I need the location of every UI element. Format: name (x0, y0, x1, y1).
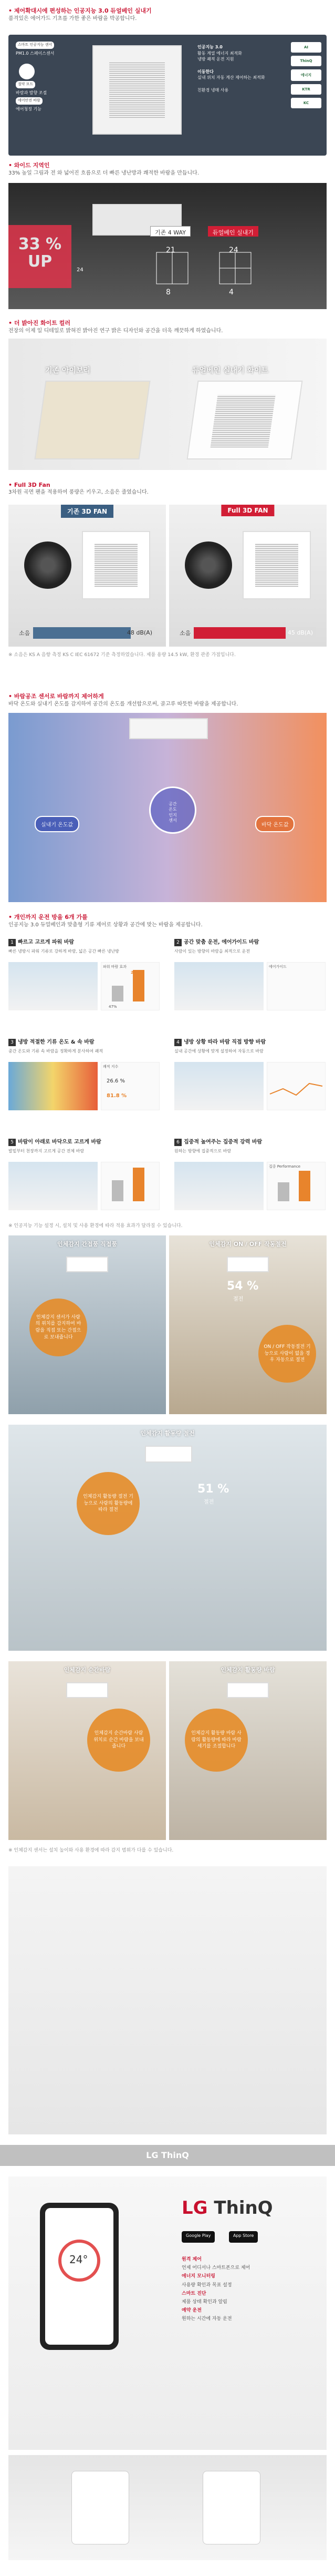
section-desc: 전장의 이제 일 디테일로 밝혀진 밝아진 연구 밝은 디자인와 공간을 더욱 깨끗하게 하였습니다. (8, 328, 223, 334)
feature-line: 인공지능 3.0 (197, 45, 223, 49)
thinq-badge-icon: ThinQ (291, 56, 321, 66)
floor-temp-sensor: 바닥 온도값 (255, 816, 295, 832)
mode-desc: 중간 온도와 기류 속 바람을 정확하게 분사하여 쾌적 (8, 1049, 103, 1054)
mode-title: 냉방 상황 따라 바람 직접 방향 바람 (184, 1039, 266, 1045)
indoor-temp-sensor: 실내기 온도값 (35, 816, 79, 832)
photo-title: 인체감지 활동량 절전 (140, 1430, 195, 1437)
room-image (8, 713, 327, 902)
thinq-logo (182, 2197, 273, 2219)
mode-title: 냉방 적절한 기류 온도 & 속 바람 (18, 1039, 95, 1045)
feature-bubble: 인체감지 순간바람 사람 위치로 순간 바람을 보내줍니다 (87, 1709, 150, 1772)
cassette-unit-image (66, 1682, 108, 1698)
wind-value: 24 (77, 267, 83, 273)
mode-number: 3 (8, 1039, 16, 1046)
mode-number: 1 (8, 939, 16, 946)
cassette-unit-image (66, 1256, 108, 1272)
airflow-diagram (155, 251, 260, 288)
noise-label: 소음 (180, 630, 191, 637)
section-title: • 개인까지 운전 방을 6개 가를 (8, 914, 88, 921)
section-desc: 33% 높일 그림과 전 와 넓어진 흐름으로 더 빠른 냉난방과 쾌적한 바람을 만듭니다. (8, 170, 200, 176)
section-desc: 품격있은 에어가드 기초를 가한 좋은 바람을 박공합니다. (8, 16, 137, 22)
feature-line: 냉방 쾌적 운전 지원 (197, 57, 234, 62)
section-desc: 바닥 온도와 실내기 온도를 감지하여 공간의 온도를 개선합으로써, 골고루 따뜻한 바람을 제공합니다. (8, 701, 238, 707)
mode-image (8, 1162, 98, 1210)
mode-card-1 (8, 936, 161, 1015)
mode-chart (101, 1062, 160, 1110)
ivory-unit-image (34, 381, 150, 459)
photo-title: 인체감지 순간바람 (64, 1667, 111, 1673)
feature-chip: 스마트 인공지능 센서 (16, 42, 54, 49)
mode-image (174, 1162, 264, 1210)
sensor-center-icon (149, 786, 196, 834)
section-desc: 3차원 곡면 팬을 적용하여 풍량은 키우고, 소음은 줄였습니다. (8, 489, 149, 495)
photo-panel-3 (8, 1425, 327, 1651)
wind-value: 21 (166, 246, 175, 254)
feature-chip: 절약 모드 (16, 81, 35, 88)
phone-screen (45, 2208, 113, 2345)
up-label: UP (27, 252, 53, 271)
mode-image (174, 1062, 264, 1110)
section-human-sensing (0, 1235, 335, 2145)
bar-legacy (278, 1182, 289, 1201)
feature-heading: 에너지 모니터링 (182, 2274, 215, 2279)
chart-value: 2.5배 (131, 970, 141, 975)
logo-thinq: ThinQ (214, 2197, 273, 2219)
feature-line: 친환경 냉매 사용 (197, 87, 229, 93)
center-word: 온도 (169, 807, 177, 812)
mode-chart (101, 962, 160, 1010)
mode-image (174, 962, 264, 1010)
color-compare-image (8, 339, 327, 470)
noise-fill (194, 627, 286, 639)
photo-panel-2 (169, 1235, 327, 1414)
mode-card-3 (8, 1036, 161, 1115)
mode-image (8, 1062, 98, 1110)
footnote: ※ 소음은 KS A 음향 측정 KS C IEC 61672 기준 측정하였습니다. 제품 용량 14.5 kW, 환경 관종 가점입니다. (8, 652, 236, 658)
section-thinq (0, 2145, 335, 2576)
footnote: ※ 인체감지 센서는 설치 높이와 사용 환경에 따라 감지 범위가 다를 수 있습니다. (8, 1848, 174, 1853)
section-full-3d-fan (0, 473, 335, 689)
stat-label: 절전 (204, 1499, 214, 1505)
feature-text: 사용량 확인과 목표 설정 (182, 2282, 232, 2288)
feature-text: 제품 상태 확인과 알림 (182, 2299, 227, 2305)
up-value: 33 % (18, 235, 62, 253)
white-label: 듀얼베인 실내기 화이트 (192, 366, 268, 375)
photo-title: 인체감지 간접풍 직접풍 (57, 1241, 117, 1248)
mode-card-4 (174, 1036, 327, 1115)
thinq-feature-list (182, 2255, 318, 2324)
ktr-badge-icon: KTR (291, 84, 321, 95)
mode-desc: 사람이 있는 방향의 바람을 최적으로 운전 (174, 949, 250, 954)
thinq-panel (8, 2176, 327, 2450)
wall-controller-image (203, 2471, 260, 2544)
cassette-unit-image (92, 45, 182, 135)
sensor-icon (19, 64, 35, 79)
noise-row (19, 627, 155, 639)
center-word: 인지 (169, 812, 177, 817)
cert-badges (291, 42, 321, 111)
ai-badge-icon: AI (291, 42, 321, 53)
thinq-banner: LG ThinQ (0, 2145, 335, 2166)
feature-heading: 원격 제어 (182, 2257, 202, 2262)
mode-number: 2 (174, 939, 182, 946)
chart-value: 26.6 % (107, 1078, 125, 1084)
section-ai-dual-vane (0, 0, 335, 158)
fan-icon (24, 541, 71, 589)
grille (255, 544, 298, 587)
feature-heading: 예약 운전 (182, 2308, 202, 2314)
mode-title: 집중적 높여주는 집중적 강력 바람 (184, 1139, 263, 1145)
center-word: 공간 (169, 802, 177, 806)
spacer-panel (8, 1866, 327, 2134)
feature-bubble: ON / OFF 작동절전 기능으로 사람이 없을 경우 자동으로 절전 (258, 1325, 316, 1383)
controller-panel (8, 2455, 327, 2560)
mode-image (8, 962, 98, 1010)
feature-line: 실내 위치 자동 계산 제어하는 최적화 (197, 75, 265, 80)
feature-text: 언제 어디서나 스마트폰으로 제어 (182, 2265, 250, 2271)
mode-desc: 원하는 방향에 집중적으로 바람 (174, 1149, 232, 1153)
section-title: • 와이드 지역인 (8, 162, 50, 169)
fan-icon (185, 541, 232, 589)
mode-number: 6 (174, 1139, 182, 1146)
section-white-color (0, 315, 335, 473)
trend-line (267, 1062, 325, 1110)
chart-value: 81.8 % (107, 1093, 127, 1099)
feature-text: 원하는 시간에 자동 운전 (182, 2316, 232, 2322)
feature-bubble: 인체감지 센서가 사람의 위치를 감지하여 바람을 직접 또는 간접으로 보내줍니다 (29, 1299, 87, 1356)
full-fan-panel (169, 505, 327, 647)
cassette-unit-image (227, 1682, 269, 1698)
chart-label: 집중 Performance (269, 1164, 301, 1169)
mode-chart (267, 1062, 326, 1110)
chart-label: 파워 바람 효과 (103, 965, 127, 969)
legacy-fan-tag: 기존 3D FAN (61, 505, 113, 518)
mode-number: 5 (8, 1139, 16, 1146)
photo-panel-4 (8, 1661, 166, 1840)
cassette-unit-image (82, 531, 150, 599)
feature-bubble: 인체감지 활동량 바람 사람의 활동량에 따라 바람 세기를 조절합니다 (185, 1709, 248, 1772)
cassette-unit-image (129, 718, 208, 739)
wind-value: 8 (166, 288, 171, 297)
wind-value: 24 (229, 246, 238, 254)
cassette-unit-image (243, 531, 311, 599)
feature-line: 이동한다 (197, 69, 214, 74)
temp-value: 24° (69, 2253, 88, 2266)
grille (109, 62, 165, 118)
chart-value: 47% (109, 1005, 117, 1009)
section-modes (0, 909, 335, 1235)
hero-left-text (16, 40, 79, 112)
noise-value: 48 dB(A) (127, 629, 152, 636)
mode-card-2 (174, 936, 327, 1015)
mode-title: 바람이 아래로 바닥으로 고르게 바람 (18, 1139, 101, 1145)
bar-legacy (112, 1180, 123, 1201)
noise-value: 45 dB(A) (287, 629, 313, 636)
mode-chart (267, 962, 326, 1010)
feature-line: 바람과 발향 조절 (16, 90, 47, 95)
ceiling-image (8, 183, 327, 309)
feature-bubble: 인체감지 활동량 절전 기능으로 사람의 활동량에 따라 절전 (77, 1472, 140, 1535)
mode-title: 공간 맞춤 운전, 에어가이드 바람 (184, 939, 259, 945)
ivory-label: 기존 아이보리 (45, 366, 91, 375)
mode-card-6 (174, 1136, 327, 1214)
grille (211, 395, 276, 447)
mode-card-5 (8, 1136, 161, 1214)
stat-value: 54 % (227, 1280, 259, 1293)
mode-chart (101, 1162, 160, 1210)
google-play-button[interactable]: Google Play (182, 2231, 215, 2243)
photo-panel-5 (169, 1661, 327, 1840)
bar-legacy (112, 986, 123, 1001)
cassette-unit-image (145, 1446, 192, 1463)
white-unit-image (186, 381, 302, 459)
legacy-fan-panel (8, 505, 166, 647)
section-sensor-control (0, 689, 335, 909)
dual-vane-label: 듀얼베인 실내기 (208, 226, 258, 237)
full-fan-tag: Full 3D FAN (221, 505, 274, 516)
feature-line: PM1.0 스페이스센서 (16, 50, 55, 56)
noise-row (180, 627, 316, 639)
mode-desc: 실내 공간에 상황에 맞게 설정하여 자동으로 바람 (174, 1049, 264, 1054)
bar-new (133, 1168, 144, 1201)
chart-label: 쾌적 지수 (103, 1065, 119, 1069)
grille (95, 544, 138, 587)
logo-lg: LG (182, 2197, 214, 2219)
center-word: 센서 (169, 818, 177, 823)
hero-right-text (197, 44, 287, 94)
section-title: • 바람공조 센서로 바람까지 제어하게 (8, 693, 104, 700)
cassette-unit-image (227, 1256, 269, 1272)
section-title: • 더 밝아진 화이트 컬러 (8, 320, 70, 326)
wind-value: 4 (229, 288, 234, 297)
feature-heading: 스마트 진단 (182, 2291, 206, 2296)
phone-image (40, 2203, 119, 2350)
kc-badge-icon: KC (291, 98, 321, 108)
feature-chip: 에어안전 바람 (16, 97, 43, 105)
bar-new (299, 1171, 310, 1201)
noise-bar (194, 627, 316, 639)
photo-panel-1 (8, 1235, 166, 1414)
mode-number: 4 (174, 1039, 182, 1046)
percent-up-box (8, 225, 71, 288)
app-store-button[interactable]: App Store (229, 2231, 258, 2243)
noise-bar (33, 627, 155, 639)
stat-value: 51 % (197, 1483, 229, 1496)
mode-desc: 발밑부터 천장까지 고르게 공간 전체 바람 (8, 1149, 85, 1153)
feature-line: 활동 계열 에너지 최적화 (197, 50, 242, 56)
hero-panel (8, 35, 327, 156)
footnote: ※ 인공지능 기능 설정 시, 설치 및 사용 환경에 따라 적용 효과가 달라질 수 있습니다. (8, 1223, 183, 1229)
noise-label: 소음 (19, 630, 30, 637)
mode-chart (267, 1162, 326, 1210)
stat-label: 절전 (233, 1296, 244, 1302)
section-desc: 인공지능 3.0 듀얼베인과 맞춤형 기류 제어로 상황과 공간에 맞는 바람을 제공합니다. (8, 922, 203, 928)
mode-desc: 빠른 냉방시 파워 기류로 강하게 바람, 넓은 공간 빠른 냉난방 (8, 949, 119, 954)
noise-fill (33, 627, 131, 639)
legacy-label: 기존 4 WAY (150, 226, 191, 237)
energy-badge-icon: 에너지 (291, 69, 321, 81)
chart-label: 에어가이드 (269, 965, 287, 969)
remote-controller-image (71, 2471, 129, 2544)
section-wide-airflow (0, 158, 335, 315)
photo-title: 인체감지 ON / OFF 작동절전 (209, 1241, 287, 1248)
section-title: • 제어확대시에 편성하는 인공지능 3.0 듀얼베인 실내기 (8, 7, 152, 14)
photo-title: 인체감지 활동량 바람 (221, 1667, 275, 1673)
mode-title: 빠르고 고르게 파워 바람 (18, 939, 75, 945)
feature-line: 에어청정 기능 (16, 106, 41, 111)
section-title: • Full 3D Fan (8, 482, 50, 488)
